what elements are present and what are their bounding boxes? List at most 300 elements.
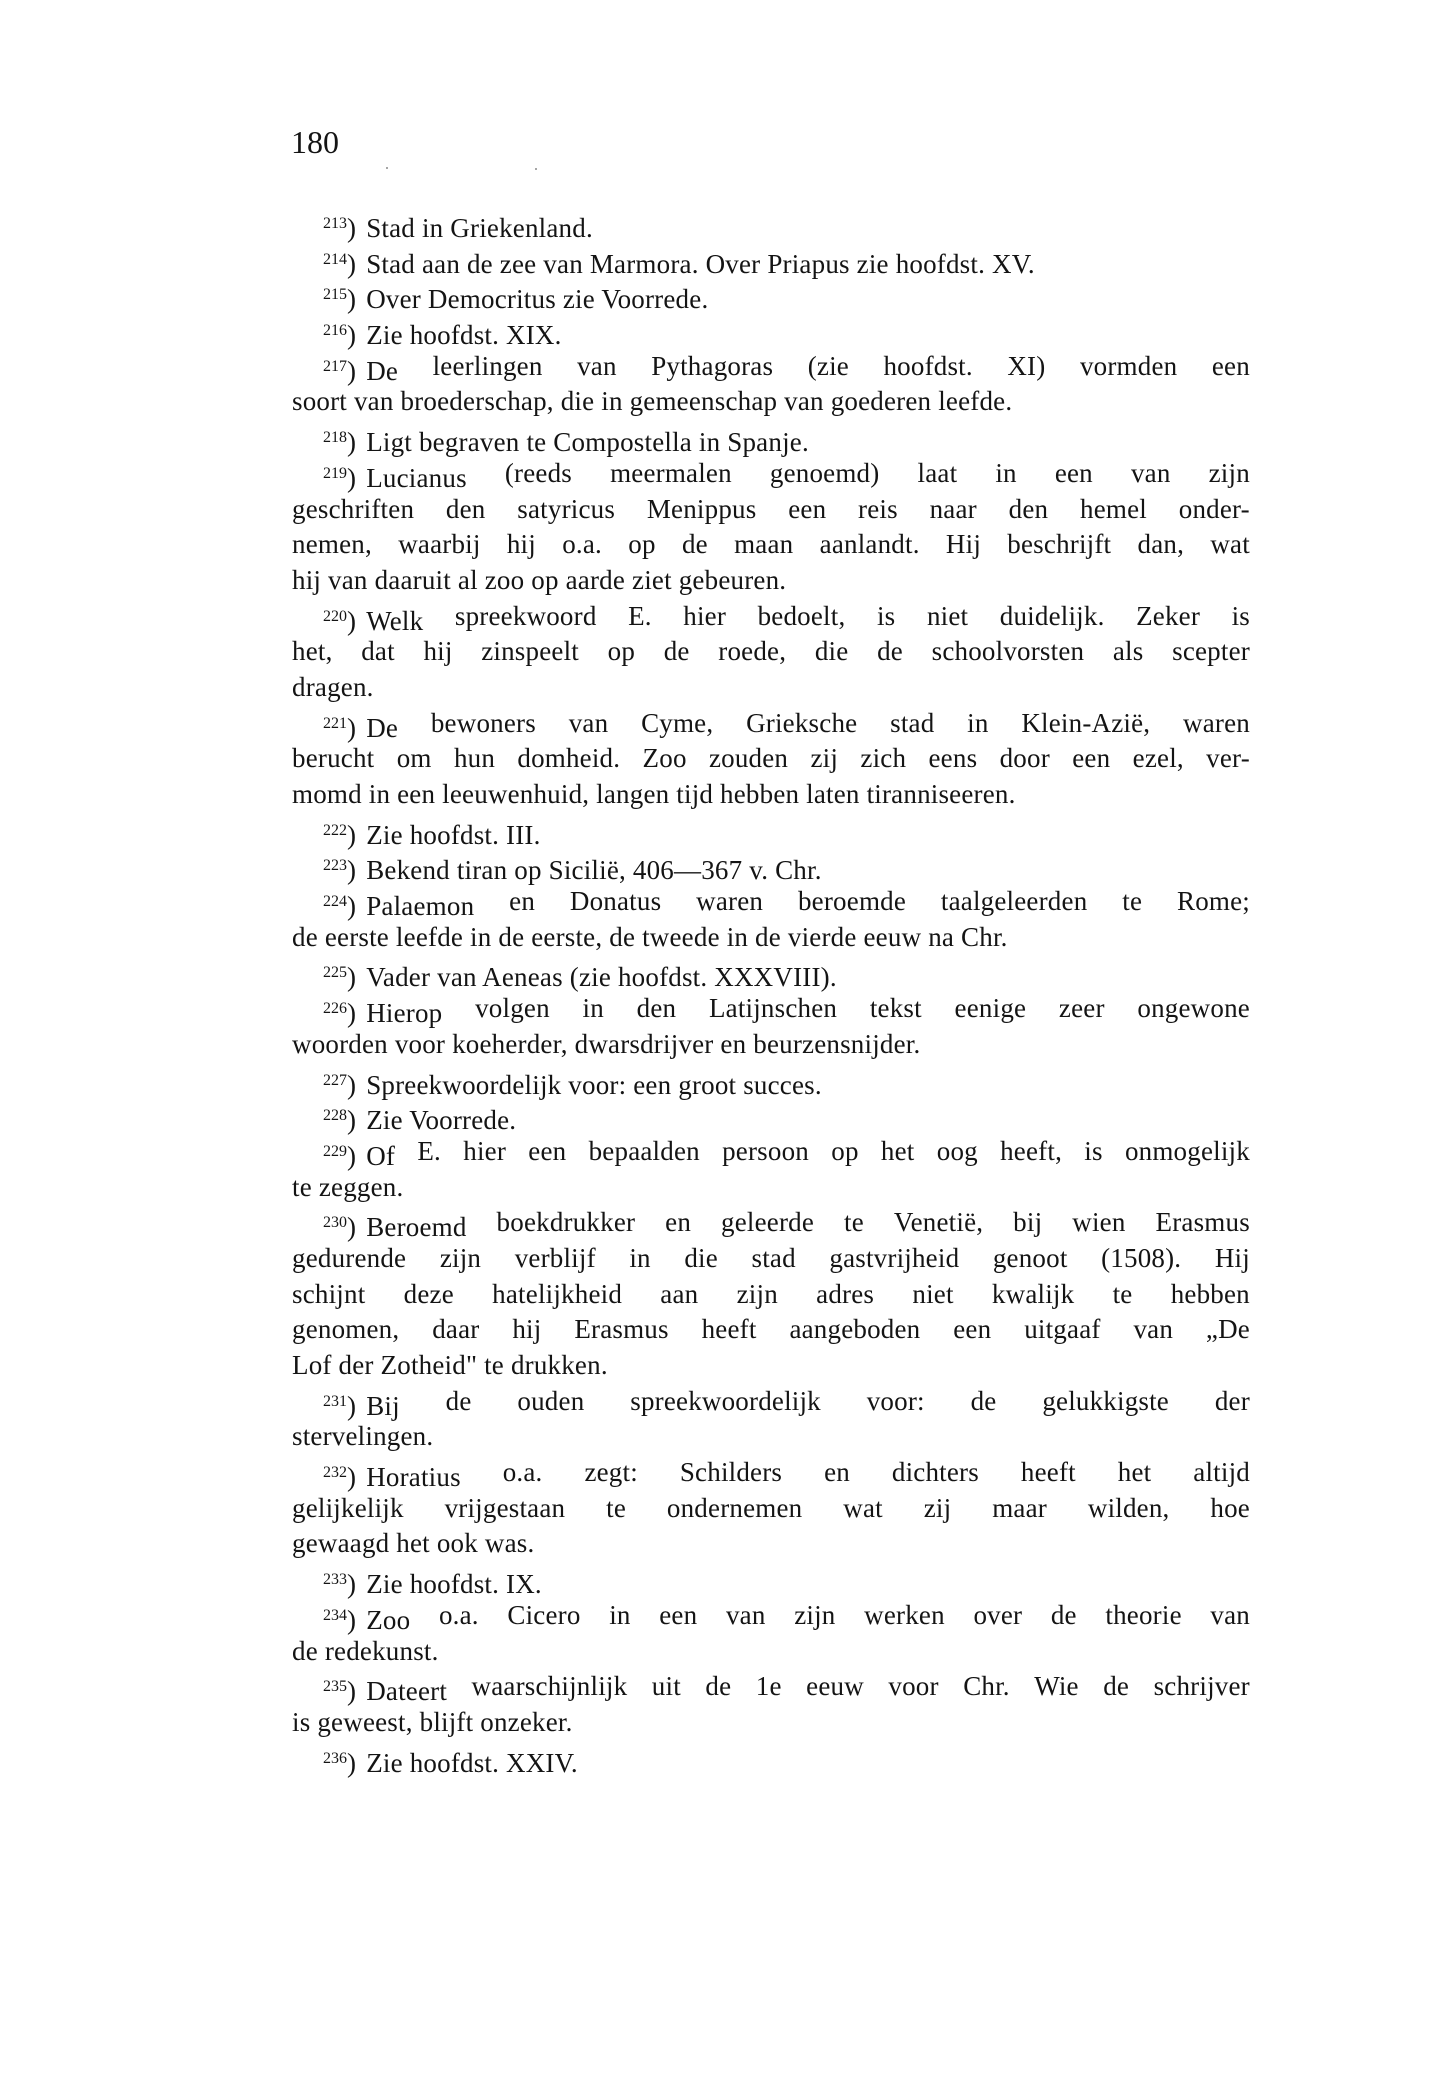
- scan-speck: [386, 167, 388, 169]
- footnote-word: vrijgestaan: [444, 1492, 566, 1523]
- footnote-word: bedoelt,: [757, 600, 846, 631]
- footnote-word: den: [636, 993, 677, 1024]
- footnote-word: der: [1214, 1385, 1250, 1416]
- footnote-continuation-line: [292, 1526, 1250, 1562]
- footnote-word: aangeboden: [789, 1314, 921, 1345]
- footnote-word: niet: [912, 1278, 954, 1309]
- footnote-word: Cicero: [507, 1599, 581, 1630]
- footnote-word: stad: [751, 1242, 796, 1273]
- footnote-continuation-line: [292, 1705, 1250, 1741]
- footnote-word: de: [445, 1385, 472, 1416]
- footnote-continuation-line: [292, 1419, 1250, 1455]
- footnote-word: bewoners: [430, 707, 536, 738]
- footnote-label: [323, 991, 442, 1027]
- footnote: [292, 1455, 1250, 1562]
- footnote: [292, 848, 1250, 884]
- footnote-word: Erasmus: [574, 1314, 669, 1345]
- footnote-word: bepaalden: [588, 1135, 700, 1166]
- footnote-word: de: [1050, 1599, 1077, 1630]
- footnote: [292, 1098, 1250, 1134]
- footnote-word: zich: [860, 743, 907, 774]
- footnote-number: 226: [323, 1000, 347, 1018]
- footnote-text: dragen.: [292, 671, 374, 702]
- footnote-word: (reeds: [504, 457, 573, 488]
- footnote-word: heeft: [701, 1314, 757, 1345]
- footnote-word: schijnt: [292, 1278, 366, 1309]
- footnote: [292, 1205, 1250, 1383]
- footnote-word: niet: [926, 600, 969, 631]
- footnote-word: vormden: [1079, 350, 1178, 381]
- footnote-word: ondernemen: [666, 1492, 803, 1523]
- footnote-first-line: [292, 1134, 1250, 1170]
- footnote-word: van: [1133, 1314, 1174, 1345]
- footnote-word: Zoo: [366, 1604, 411, 1635]
- footnote-word: de: [705, 1671, 732, 1702]
- footnote-continuation-line: [292, 920, 1250, 956]
- footnote-word: een: [1054, 457, 1093, 488]
- footnote-word: waarschijnlijk: [471, 1671, 628, 1702]
- footnote-word: gedurende: [292, 1242, 407, 1273]
- footnote-word: werken: [864, 1599, 945, 1630]
- footnote-number: 236: [323, 1749, 347, 1767]
- footnote: [292, 1063, 1250, 1099]
- footnote-number: 219: [323, 464, 347, 482]
- footnote-word: wilden,: [1087, 1492, 1170, 1523]
- footnote-text: gewaagd het ook was.: [292, 1528, 535, 1559]
- footnote-word: Lucianus: [366, 462, 467, 493]
- footnote-word: hoofdst.: [883, 350, 973, 381]
- footnote-word: nemen,: [292, 529, 372, 560]
- footnote-word: Erasmus: [1155, 1207, 1250, 1238]
- footnote-word: duidelijk.: [999, 600, 1105, 631]
- footnote-word: zijn: [1208, 457, 1250, 488]
- footnote-label: [323, 1384, 400, 1420]
- footnote-word: het,: [292, 636, 333, 667]
- footnote-word: E.: [628, 600, 652, 631]
- footnote-word: den: [1008, 493, 1049, 524]
- footnote-word: door: [999, 743, 1050, 774]
- footnote-word: De: [366, 712, 399, 743]
- footnote-word: Horatius: [366, 1462, 461, 1493]
- footnote-word: Rome;: [1177, 886, 1250, 917]
- footnote-word: te: [1122, 886, 1143, 917]
- footnote-word: over: [973, 1599, 1023, 1630]
- footnote-number: 228: [323, 1107, 347, 1125]
- footnote-text: woorden voor koeherder, dwarsdrijver en beurzensnijder.: [292, 1028, 921, 1059]
- footnote-word: voor:: [866, 1385, 925, 1416]
- footnote-label: [323, 1455, 461, 1491]
- footnote-word: van: [725, 1599, 766, 1630]
- footnote-first-line: [292, 456, 1250, 492]
- footnote: [292, 313, 1250, 349]
- footnote-continuation-line: [292, 1634, 1250, 1670]
- footnote-word: heeft: [1020, 1457, 1076, 1488]
- footnote-number: 214: [323, 250, 347, 268]
- footnote-number: 218: [323, 429, 347, 447]
- footnote-number: 221: [323, 714, 347, 732]
- footnote-text: Stad in Griekenland.: [366, 213, 593, 243]
- footnote-word: waren: [696, 886, 764, 917]
- footnote-paren: ): [347, 1069, 357, 1100]
- footnote-number: 230: [323, 1214, 347, 1232]
- footnote-word: Hij: [945, 529, 982, 560]
- footnote-word: hun: [453, 743, 496, 774]
- footnote-word: 1e: [755, 1671, 782, 1702]
- footnote-number: 232: [323, 1464, 347, 1482]
- footnote-word: beschrijft: [1007, 529, 1112, 560]
- footnote-word: zouden: [708, 743, 789, 774]
- footnote-continuation-line: [292, 384, 1250, 420]
- footnote-word: in: [582, 993, 604, 1024]
- footnote-paren: ): [347, 1212, 357, 1243]
- footnote-word: wat: [1210, 529, 1250, 560]
- footnote-word: zinspeelt: [481, 636, 579, 667]
- footnote-continuation-line: [292, 1170, 1250, 1206]
- footnote-word: o.a.: [438, 1599, 479, 1630]
- footnote: [292, 206, 1250, 242]
- footnote-word: van: [1210, 1599, 1250, 1630]
- footnote-word: in: [967, 707, 989, 738]
- footnote-label: [323, 599, 423, 635]
- footnote-word: roede,: [718, 636, 787, 667]
- footnote-word: Of: [366, 1140, 396, 1171]
- footnote-text: Vader van Aeneas (zie hoofdst. XXXVIII).: [366, 962, 837, 993]
- footnote-text: Spreekwoordelijk voor: een groot succes.: [366, 1069, 822, 1100]
- footnote-number: 215: [323, 286, 347, 304]
- footnote-number: 235: [323, 1678, 347, 1696]
- footnote-word: De: [366, 355, 399, 386]
- footnote-word: waren: [1183, 707, 1250, 738]
- footnote-first-line: [292, 277, 1250, 313]
- footnote-word: volgen: [475, 993, 550, 1024]
- footnote-word: „De: [1205, 1314, 1250, 1345]
- footnote-text: Zie Voorrede.: [366, 1105, 517, 1136]
- footnote-text: de redekunst.: [292, 1635, 439, 1666]
- footnote-word: Zoo: [642, 743, 687, 774]
- footnote: [292, 991, 1250, 1062]
- footnote: [292, 1741, 1250, 1777]
- footnote-first-line: [292, 848, 1250, 884]
- footnote-word: in: [629, 1242, 651, 1273]
- footnote-word: is: [876, 600, 896, 631]
- footnote-word: het: [1117, 1457, 1152, 1488]
- footnote-word: gelijkelijk: [292, 1492, 404, 1523]
- footnote-word: ouden: [517, 1385, 585, 1416]
- footnote-text: stervelingen.: [292, 1421, 434, 1452]
- footnote-label: [323, 884, 474, 920]
- footnote: [292, 349, 1250, 420]
- footnote-text: Stad aan de zee van Marmora. Over Priapus zie hoofdst. XV.: [366, 248, 1035, 279]
- footnote-word: in: [609, 1599, 631, 1630]
- footnote-label: [323, 706, 398, 742]
- footnote-label: [323, 1205, 467, 1241]
- footnote-text: Ligt begraven te Compostella in Spanje.: [366, 427, 809, 458]
- footnote-continuation-line: [292, 634, 1250, 670]
- footnote-word: persoon: [722, 1135, 809, 1166]
- footnote-word: naar: [929, 493, 977, 524]
- footnote-number: 224: [323, 893, 347, 911]
- footnote-number: 234: [323, 1606, 347, 1624]
- footnote-first-line: [292, 1455, 1250, 1491]
- footnote-word: Dateert: [366, 1676, 448, 1707]
- footnote-word: leerlingen: [432, 350, 543, 381]
- footnote-paren: ): [347, 855, 357, 886]
- footnote-word: stad: [890, 707, 935, 738]
- footnote-word: dichters: [891, 1457, 979, 1488]
- footnote-word: den: [445, 493, 486, 524]
- footnote: [292, 242, 1250, 278]
- footnote-word: van: [577, 350, 617, 381]
- footnote-word: reis: [858, 493, 898, 524]
- footnote-word: bij: [1013, 1207, 1043, 1238]
- footnote-word: ongewone: [1137, 993, 1250, 1024]
- footnote-first-line: [292, 706, 1250, 742]
- footnote-word: Chr.: [963, 1671, 1010, 1702]
- footnote-word: Hij: [1214, 1242, 1250, 1273]
- footnote-word: hoe: [1210, 1492, 1250, 1523]
- footnote-word: een: [1072, 743, 1111, 774]
- footnote-text: te zeggen.: [292, 1171, 404, 1202]
- footnote-word: domheid.: [517, 743, 621, 774]
- footnote-continuation-line: [292, 741, 1250, 777]
- footnote-word: zeer: [1058, 993, 1105, 1024]
- footnote-word: een: [528, 1135, 567, 1166]
- footnote-first-line: [292, 242, 1250, 278]
- footnote-word: een: [659, 1599, 698, 1630]
- footnote-first-line: [292, 1384, 1250, 1420]
- footnote-word: Palaemon: [366, 891, 475, 922]
- footnote-text: Lof der Zotheid" te drukken.: [292, 1350, 608, 1380]
- footnote-paren: ): [347, 1462, 357, 1493]
- footnote-text: Zie hoofdst. XXIV.: [366, 1747, 578, 1778]
- footnote-word: schoolvorsten: [931, 636, 1085, 667]
- footnote-word: daar: [432, 1314, 480, 1345]
- footnote-word: van: [568, 707, 609, 738]
- footnote-word: Klein-Azië,: [1021, 707, 1151, 738]
- footnote-text: Over Democritus zie Voorrede.: [366, 284, 709, 315]
- footnote-text: hij van daaruit al zoo op aarde ziet gebeuren.: [292, 564, 787, 595]
- footnote-word: te: [1112, 1278, 1133, 1309]
- footnote-word: Latijnschen: [708, 993, 838, 1024]
- footnote-word: heeft,: [1000, 1135, 1063, 1166]
- footnote-first-line: [292, 955, 1250, 991]
- footnote-word: geschriften: [292, 493, 415, 524]
- footnote-first-line: [292, 1562, 1250, 1598]
- footnote-text: is geweest, blijft onzeker.: [292, 1706, 573, 1737]
- footnote: [292, 706, 1250, 813]
- footnote-word: Hierop: [366, 998, 443, 1029]
- footnote-word: ver-: [1206, 743, 1250, 774]
- footnote-paren: ): [347, 712, 357, 743]
- footnote-word: Zeker: [1136, 600, 1201, 631]
- footnote-word: te: [844, 1207, 864, 1238]
- footnote-word: deze: [403, 1278, 454, 1309]
- footnote-word: de: [663, 636, 690, 667]
- footnote-paren: ): [347, 355, 357, 386]
- footnote-word: theorie: [1105, 1599, 1182, 1630]
- footnote-word: Pythagoras: [651, 350, 774, 381]
- footnote-word: als: [1112, 636, 1144, 667]
- footnote-text: momd in een leeuwenhuid, langen tijd hebben laten tiranniseeren.: [292, 779, 1016, 809]
- footnote-word: beroemde: [797, 886, 907, 917]
- footnote-word: satyricus: [517, 493, 616, 524]
- footnote-word: gelukkigste: [1042, 1385, 1169, 1416]
- footnote-number: 217: [323, 357, 347, 375]
- footnote-word: Cyme,: [641, 707, 714, 738]
- footnote-number: 231: [323, 1392, 347, 1410]
- footnote-word: is: [1231, 600, 1250, 631]
- footnote-label: [323, 1134, 395, 1170]
- footnote-word: hemel: [1080, 493, 1147, 524]
- footnote-continuation-line: [292, 492, 1250, 528]
- footnote-word: dat: [361, 636, 395, 667]
- footnote-first-line: [292, 1598, 1250, 1634]
- footnote-word: spreekwoordelijk: [630, 1385, 821, 1416]
- footnote-number: 223: [323, 857, 347, 875]
- footnote-text: soort van broederschap, die in gemeenschap van goederen leefde.: [292, 386, 1013, 417]
- footnote-paren: ): [347, 427, 357, 458]
- footnote-paren: ): [347, 605, 357, 636]
- footnote-word: oog: [936, 1135, 978, 1166]
- footnote-label: [323, 1598, 410, 1634]
- footnote-word: de: [877, 636, 903, 667]
- footnote-word: Donatus: [569, 886, 662, 917]
- footnote-number: 213: [323, 215, 347, 232]
- footnote-continuation-line: [292, 1491, 1250, 1527]
- footnote-word: Bij: [366, 1390, 400, 1421]
- footnote-word: Schilders: [679, 1457, 783, 1488]
- footnote-text: Zie hoofdst. IX.: [366, 1569, 542, 1600]
- footnote-first-line: [292, 884, 1250, 920]
- footnote-word: Beroemd: [366, 1212, 467, 1243]
- footnote-word: laat: [917, 457, 958, 488]
- footnote-number: 229: [323, 1142, 347, 1160]
- footnote-first-line: [292, 1063, 1250, 1099]
- footnote-word: taalgeleerden: [940, 886, 1088, 917]
- footnote-word: van: [1130, 457, 1171, 488]
- footnote-word: onmogelijk: [1124, 1135, 1250, 1166]
- footnote-word: Grieksche: [746, 707, 858, 738]
- footnote-first-line: [292, 991, 1250, 1027]
- footnote: [292, 1669, 1250, 1740]
- footnote: [292, 813, 1250, 849]
- footnote-word: hier: [463, 1135, 507, 1166]
- footnote-number: 225: [323, 964, 347, 982]
- footnote-word: in: [995, 457, 1017, 488]
- footnote-word: zijn: [439, 1242, 482, 1273]
- scan-speck: [535, 168, 537, 170]
- footnote-word: zijn: [736, 1278, 778, 1309]
- footnote-word: verblijf: [514, 1242, 596, 1273]
- footnote-word: Wie: [1034, 1671, 1079, 1702]
- footnote-word: is: [1084, 1135, 1103, 1166]
- footnote-word: maar: [992, 1492, 1047, 1523]
- footnote: [292, 420, 1250, 456]
- footnote-word: genomen,: [292, 1314, 400, 1345]
- footnote: [292, 955, 1250, 991]
- footnote-word: die: [814, 636, 849, 667]
- footnote-word: uitgaaf: [1024, 1314, 1101, 1345]
- footnote-continuation-line: [292, 1027, 1250, 1063]
- footnote-text: Bekend tiran op Sicilië, 406—367 v. Chr.: [366, 855, 822, 886]
- footnote-paren: ): [347, 891, 357, 922]
- footnote-paren: ): [347, 1569, 357, 1600]
- footnote-first-line: [292, 1098, 1250, 1134]
- footnote-continuation-line: [292, 1312, 1250, 1348]
- footnote-paren: ): [347, 1676, 357, 1707]
- footnote-continuation-line: [292, 670, 1250, 706]
- footnote-first-line: [292, 349, 1250, 385]
- footnote-word: hij: [512, 1314, 542, 1345]
- footnote-word: maan: [734, 529, 794, 560]
- footnote-word: adres: [816, 1278, 875, 1309]
- footnote-paren: ): [347, 213, 357, 243]
- footnote-continuation-line: [292, 1348, 1250, 1384]
- footnote-number: 220: [323, 607, 347, 625]
- footnote: [292, 277, 1250, 313]
- footnote-word: de: [681, 529, 708, 560]
- footnote-paren: ): [347, 962, 357, 993]
- footnote-paren: ): [347, 462, 357, 493]
- footnote-word: genoemd): [769, 457, 880, 488]
- footnote-number: 222: [323, 821, 347, 839]
- footnote-word: berucht: [292, 743, 375, 774]
- footnote-word: hatelijkheid: [492, 1278, 623, 1309]
- footnote-first-line: [292, 313, 1250, 349]
- footnote-word: zij: [810, 743, 839, 774]
- footnote-word: kwalijk: [991, 1278, 1075, 1309]
- footnote-paren: ): [347, 1390, 357, 1421]
- footnote-word: Venetië,: [893, 1207, 984, 1238]
- footnote-word: hij: [423, 636, 453, 667]
- footnote-word: te: [606, 1492, 627, 1523]
- footnote: [292, 1598, 1250, 1669]
- footnote-word: spreekwoord: [454, 600, 597, 631]
- footnote-word: hebben: [1170, 1278, 1250, 1309]
- footnote-first-line: [292, 599, 1250, 635]
- footnote-word: eens: [928, 743, 978, 774]
- footnote-word: tekst: [869, 993, 922, 1024]
- footnote-word: dan,: [1137, 529, 1185, 560]
- footnote-word: E.: [417, 1135, 441, 1166]
- footnote-word: aanlandt.: [819, 529, 920, 560]
- footnote-paren: ): [347, 1140, 357, 1171]
- footnote-text: de eerste leefde in de eerste, de tweede in de vierde eeuw na Chr.: [292, 921, 1008, 952]
- footnote-word: een: [953, 1314, 992, 1345]
- footnote-word: o.a.: [562, 529, 602, 560]
- footnote: [292, 884, 1250, 955]
- footnote-word: gastvrijheid: [829, 1242, 960, 1273]
- footnote-paren: ): [347, 1604, 357, 1635]
- footnote-word: eeuw: [806, 1671, 864, 1702]
- footnote-paren: ): [347, 284, 357, 315]
- footnote-word: een: [788, 493, 827, 524]
- footnote-first-line: [292, 420, 1250, 456]
- footnote-first-line: [292, 813, 1250, 849]
- footnote-word: Welk: [366, 605, 424, 636]
- footnote-label: [323, 1669, 447, 1705]
- footnote-word: boekdrukker: [496, 1207, 636, 1238]
- footnote-first-line: [292, 1205, 1250, 1241]
- footnote-word: (zie: [807, 350, 849, 381]
- footnote-word: uit: [651, 1671, 681, 1702]
- footnote-word: hij: [506, 529, 536, 560]
- footnote-word: zij: [923, 1492, 952, 1523]
- footnote-word: zegt:: [584, 1457, 638, 1488]
- footnote-word: altijd: [1193, 1457, 1250, 1488]
- footnote: [292, 1384, 1250, 1455]
- footnote-continuation-line: [292, 1241, 1250, 1277]
